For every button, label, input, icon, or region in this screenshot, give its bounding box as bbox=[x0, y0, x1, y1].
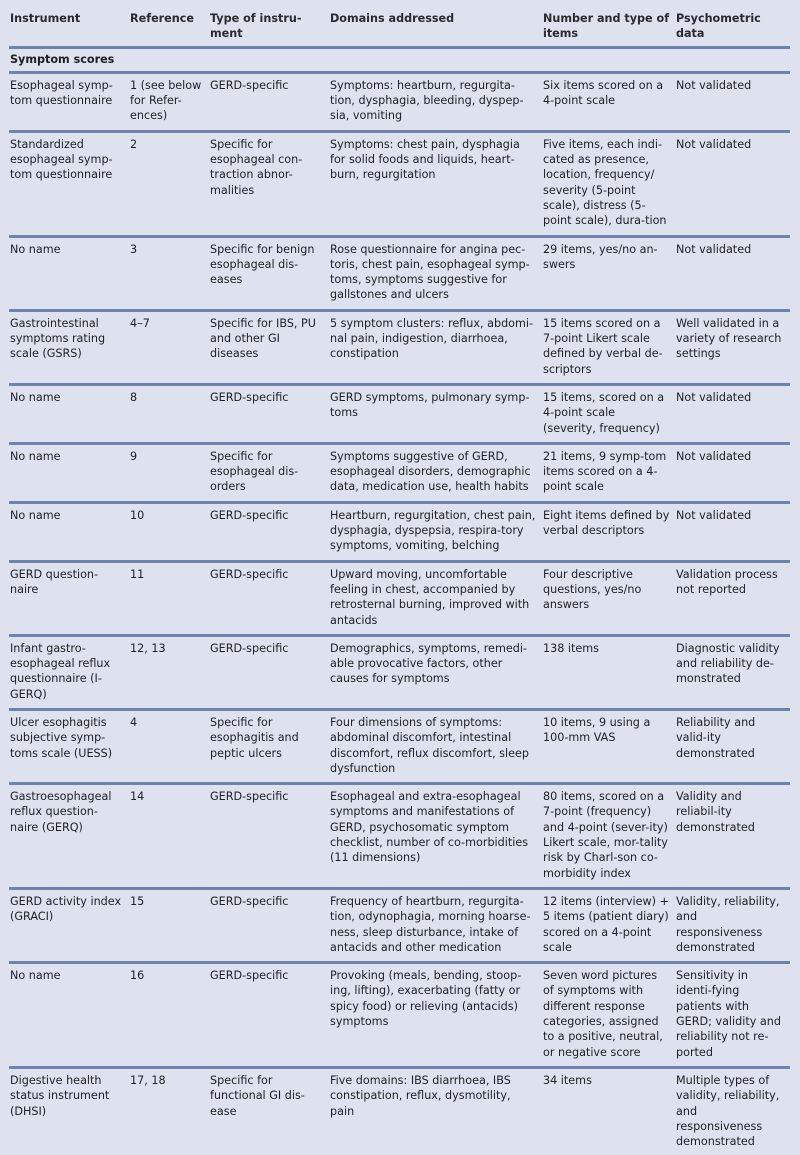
cell-items: 15 items scored on a 7-point Likert scale defined by verbal de-scriptors bbox=[542, 310, 675, 384]
cell-domains: 5 symptom clusters: reflux, abdomi-nal pain, indigestion, diarrhoea, constipation bbox=[329, 310, 542, 384]
table-row bbox=[9, 384, 790, 443]
cell-items: 15 items, scored on a 4-point scale (severity, frequency) bbox=[542, 384, 675, 443]
cell-reference: 17, 18 bbox=[130, 1073, 166, 1087]
cell-reference: 4 bbox=[129, 709, 209, 783]
cell-instrument: Standardized esophageal symp-tom questionnaire bbox=[9, 131, 129, 236]
cell-psychometric: Sensitivity in identi-fying patients with GERD; validity and reliability not re-ported bbox=[675, 963, 790, 1068]
cell-items: 29 items, yes/no an-swers bbox=[542, 236, 675, 310]
header-psychometric: Psychometric data bbox=[675, 10, 790, 47]
cell-instrument: GERD question-naire bbox=[9, 561, 129, 635]
cell-instrument: No name bbox=[9, 502, 129, 561]
cell-domains: Symptoms: chest pain, dysphagia for solid foods and liquids, heart-burn, regurgitation bbox=[329, 131, 542, 236]
cell-items: 12 items (interview) + 5 items (patient diary) scored on a 4-point scale bbox=[542, 888, 675, 962]
cell-type: GERD-specific bbox=[209, 784, 329, 889]
cell-instrument: Infant gastro-esophageal reflux questionnaire (I-GERQ) bbox=[9, 635, 129, 709]
cell-psychometric: Not validated bbox=[675, 72, 790, 131]
cell-items: Five items, each indi-cated as presence, location, frequency/ severity (5-point scale), distress (5-point scale), dura-tion bbox=[542, 131, 675, 236]
cell-items: 80 items, scored on a 7-point (frequency) and 4-point (sever-ity) Likert scale, mor-tality risk by Charl-son co-morbidity index bbox=[542, 784, 675, 889]
cell-items: 21 items, 9 symp-tom items scored on a 4-point scale bbox=[542, 443, 675, 502]
table-row bbox=[9, 635, 790, 709]
cell-reference: 8 bbox=[129, 384, 209, 443]
cell-reference: 14 bbox=[129, 784, 209, 889]
table-row bbox=[9, 310, 790, 384]
cell-instrument: Gastrointestinal symptoms rating scale (GSRS) bbox=[9, 310, 129, 384]
cell-type: GERD-specific bbox=[209, 635, 329, 709]
cell-psychometric: Validation process not reported bbox=[675, 561, 790, 635]
cell-reference: 12, 13 bbox=[129, 635, 209, 709]
cell-psychometric: Well validated in a variety of research settings bbox=[675, 310, 790, 384]
table-row bbox=[9, 502, 790, 561]
cell-instrument: Ulcer esophagitis subjective symp-toms scale (UESS) bbox=[9, 709, 129, 783]
table-body bbox=[9, 47, 790, 1155]
cell-type: GERD-specific bbox=[209, 561, 329, 635]
cell-domains: Rose questionnaire for angina pec-toris, chest pain, esophageal symp-toms, symptoms suggestive for gallstones and ulcers bbox=[329, 236, 542, 310]
cell-domains: Frequency of heartburn, regurgita-tion, odynophagia, morning hoarse-ness, sleep disturbance, intake of antacids and other medication bbox=[329, 888, 542, 962]
cell-instrument: No name bbox=[9, 443, 129, 502]
cell-instrument: Digestive health status instrument (DHSI) bbox=[10, 1073, 110, 1118]
cell-items: 34 items bbox=[543, 1073, 592, 1087]
header-instrument: Instrument bbox=[9, 10, 129, 47]
cell-domains: Five domains: IBS diarrhoea, IBS constipation, reflux, dysmotility, pain bbox=[330, 1073, 511, 1118]
table-row bbox=[9, 963, 790, 1068]
cell-domains: GERD symptoms, pulmonary symp-toms bbox=[329, 384, 542, 443]
cell-items: Seven word pictures of symptoms with different response categories, assigned to a positive, neutral, or negative score bbox=[542, 963, 675, 1068]
header-items: Number and type of items bbox=[542, 10, 675, 47]
cell-domains: Four dimensions of symptoms: abdominal discomfort, intestinal discomfort, reflux discomfort, sleep dysfunction bbox=[329, 709, 542, 783]
cell-instrument: No name bbox=[9, 963, 129, 1068]
instrument-table-container bbox=[9, 10, 790, 1155]
cell-instrument: Esophageal symp-tom questionnaire bbox=[9, 72, 129, 131]
cell-domains: Demographics, symptoms, remedi-able provocative factors, other causes for symptoms bbox=[329, 635, 542, 709]
cell-items: Four descriptive questions, yes/no answers bbox=[542, 561, 675, 635]
cell-reference: 4–7 bbox=[129, 310, 209, 384]
cell-type: Specific for esophageal dis-orders bbox=[209, 443, 329, 502]
cell-domains: Provoking (meals, bending, stoop-ing, lifting), exacerbating (fatty or spicy food) or relieving (antacids) symptoms bbox=[329, 963, 542, 1068]
cell-type: Specific for esophagitis and peptic ulcers bbox=[209, 709, 329, 783]
cell-psychometric: Validity and reliabil-ity demonstrated bbox=[675, 784, 790, 889]
section-row bbox=[9, 47, 790, 72]
cell-instrument: No name bbox=[9, 236, 129, 310]
cell-reference: 1 (see below for Refer-ences) bbox=[129, 72, 209, 131]
section-title: Symptom scores bbox=[9, 47, 790, 72]
cell-instrument: No name bbox=[9, 384, 129, 443]
cell-type: GERD-specific bbox=[209, 72, 329, 131]
cell-type: Specific for esophageal con-traction abnor-malities bbox=[209, 131, 329, 236]
cell-type: Specific for benign esophageal dis-eases bbox=[209, 236, 329, 310]
table-header-row bbox=[9, 10, 790, 47]
cell-reference: 16 bbox=[129, 963, 209, 1068]
table-row bbox=[9, 443, 790, 502]
cell-type: GERD-specific bbox=[209, 963, 329, 1068]
cell-domains: Upward moving, uncomfortable feeling in chest, accompanied by retrosternal burning, improved with antacids bbox=[329, 561, 542, 635]
table-row bbox=[9, 888, 790, 962]
cell-reference: 9 bbox=[129, 443, 209, 502]
cell-items: Six items scored on a 4-point scale bbox=[542, 72, 675, 131]
cell-domains: Symptoms: heartburn, regurgita-tion, dysphagia, bleeding, dyspep-sia, vomiting bbox=[329, 72, 542, 131]
cell-items: 138 items bbox=[542, 635, 675, 709]
cell-psychometric: Not validated bbox=[675, 443, 790, 502]
header-type: Type of instru-ment bbox=[209, 10, 329, 47]
table-row bbox=[9, 1067, 790, 1155]
cell-psychometric: Not validated bbox=[675, 384, 790, 443]
table-row bbox=[9, 131, 790, 236]
cell-items: 10 items, 9 using a 100-mm VAS bbox=[542, 709, 675, 783]
cell-psychometric: Diagnostic validity and reliability de-monstrated bbox=[675, 635, 790, 709]
cell-domains: Symptoms suggestive of GERD, esophageal disorders, demographic data, medication use, health habits bbox=[329, 443, 542, 502]
cell-reference: 15 bbox=[129, 888, 209, 962]
cell-type: Specific for IBS, PU and other GI diseases bbox=[209, 310, 329, 384]
cell-instrument: Gastroesophageal reflux question-naire (GERQ) bbox=[9, 784, 129, 889]
cell-psychometric: Not validated bbox=[675, 131, 790, 236]
header-reference: Reference bbox=[129, 10, 209, 47]
cell-type: Specific for functional GI dis-ease bbox=[210, 1073, 305, 1118]
header-domains: Domains addressed bbox=[329, 10, 542, 47]
cell-type: GERD-specific bbox=[209, 888, 329, 962]
cell-reference: 10 bbox=[129, 502, 209, 561]
cell-instrument: GERD activity index (GRACI) bbox=[9, 888, 129, 962]
instrument-table bbox=[9, 10, 790, 1155]
table-row bbox=[9, 784, 790, 889]
cell-psychometric: Not validated bbox=[675, 236, 790, 310]
cell-psychometric: Reliability and valid-ity demonstrated bbox=[675, 709, 790, 783]
cell-domains: Heartburn, regurgitation, chest pain, dysphagia, dyspepsia, respira-tory symptoms, vomiting, belching bbox=[329, 502, 542, 561]
cell-domains: Esophageal and extra-esophageal symptoms and manifestations of GERD, psychosomatic symptom checklist, number of co-morbidities (11 dimensions) bbox=[329, 784, 542, 889]
cell-reference: 2 bbox=[129, 131, 209, 236]
cell-type: GERD-specific bbox=[209, 384, 329, 443]
cell-psychometric: Not validated bbox=[675, 502, 790, 561]
cell-reference: 11 bbox=[129, 561, 209, 635]
table-row bbox=[9, 709, 790, 783]
table-row bbox=[9, 236, 790, 310]
cell-psychometric: Validity, reliability, and responsiveness demonstrated bbox=[675, 888, 790, 962]
cell-type: GERD-specific bbox=[209, 502, 329, 561]
table-row bbox=[9, 561, 790, 635]
cell-reference: 3 bbox=[129, 236, 209, 310]
table-row bbox=[9, 72, 790, 131]
cell-psychometric: Multiple types of validity, reliability, and responsiveness demonstrated bbox=[676, 1073, 780, 1149]
cell-items: Eight items defined by verbal descriptors bbox=[542, 502, 675, 561]
